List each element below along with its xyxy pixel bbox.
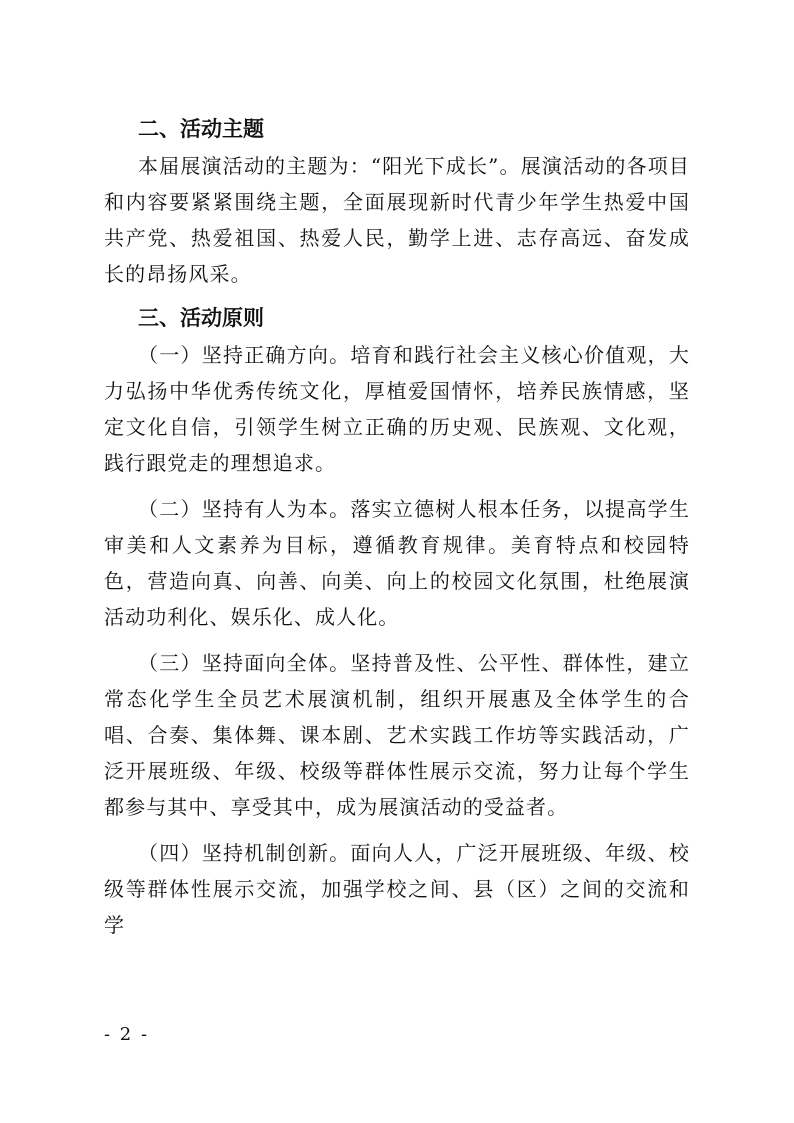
section-heading-theme: 二、活动主题 bbox=[138, 117, 264, 141]
paragraph-theme: 本届展演活动的主题为：“阳光下成长”。展演活动的各项目和内容要紧紧围绕主题，全面展现新时代青少年学生热爱中国共产党、热爱祖国、热爱人民，勤学上进、志存高远、奋发成长的昂扬风采。 bbox=[104, 154, 690, 286]
page-content bbox=[104, 111, 690, 943]
paragraph-principle-4: （四）坚持机制创新。面向人人，广泛开展班级、年级、校级等群体性展示交流，加强学校之间、县（区）之间的交流和学 bbox=[104, 841, 690, 937]
page-number: - 2 - bbox=[104, 1024, 150, 1045]
paragraph-principle-3: （三）坚持面向全体。坚持普及性、公平性、群体性，建立常态化学生全员艺术展演机制，组织开展惠及全体学生的合唱、合奏、集体舞、课本剧、艺术实践工作坊等实践活动，广泛开展班级、年级、校级等群体性展示交流，努力让每个学生都参与其中、享受其中，成为展演活动的受益者。 bbox=[104, 651, 690, 819]
paragraph-principle-2: （二）坚持有人为本。落实立德树人根本任务，以提高学生审美和人文素养为目标，遵循教育规律。美育特点和校园特色，营造向真、向善、向美、向上的校园文化氛围，杜绝展演活动功利化、娱乐化、成人化。 bbox=[104, 497, 690, 629]
section-heading-principles: 三、活动原则 bbox=[138, 306, 264, 330]
paragraph-principle-1: （一）坚持正确方向。培育和践行社会主义核心价值观，大力弘扬中华优秀传统文化，厚植爱国情怀，培养民族情感，坚定文化自信，引领学生树立正确的历史观、民族观、文化观，践行跟党走的理想追求。 bbox=[104, 343, 690, 475]
